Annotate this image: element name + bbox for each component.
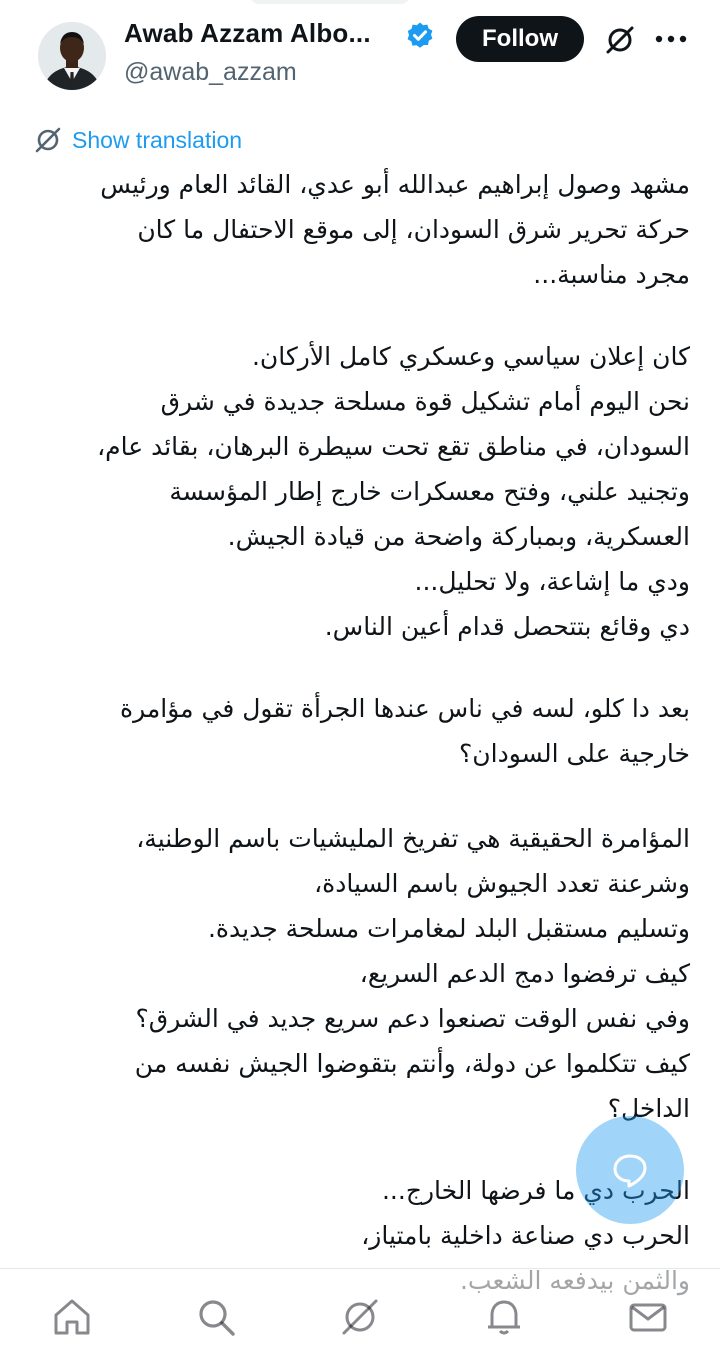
top-bar-edge (250, 0, 410, 4)
tweet-line: الحرب دي ما فرضها الخارج... (381, 1176, 690, 1205)
follow-button[interactable]: Follow (456, 16, 584, 62)
author-handle[interactable]: @awab_azzam (124, 58, 297, 86)
tweet-line: الحرب دي صناعة داخلية بامتياز، (361, 1221, 690, 1250)
tweet-line: العسكرية، وبمباركة واضحة من قيادة الجيش. (227, 522, 690, 551)
tweet-line: وتسليم مستقبل البلد لمغامرات مسلحة جديدة. (207, 914, 690, 943)
tweet-line: نحن اليوم أمام تشكيل قوة مسلحة جديدة في شرق (160, 387, 690, 416)
tweet-line: حركة تحرير شرق السودان، إلى موقع الاحتفال ما كان (137, 215, 690, 244)
tweet-line: المؤامرة الحقيقية هي تفريخ المليشيات باسم الوطنية، (136, 824, 690, 853)
paragraph-gap (40, 776, 690, 816)
tweet-line: وشرعنة تعدد الجيوش باسم السيادة، (314, 869, 690, 898)
verified-badge-icon (405, 21, 435, 51)
reply-button[interactable] (576, 1116, 684, 1224)
home-icon[interactable] (50, 1295, 94, 1339)
tweet-line: خارجية على السودان؟ (459, 739, 690, 768)
grok-icon[interactable] (604, 24, 636, 56)
search-icon[interactable] (194, 1295, 238, 1339)
more-icon[interactable] (654, 34, 688, 44)
bottom-navigation (0, 1268, 720, 1361)
tweet-line: مشهد وصول إبراهيم عبدالله أبو عدي، القائد العام ورئيس (100, 170, 690, 199)
tweet-line: وتجنيد علني، وفتح معسكرات خارج إطار المؤسسة (169, 477, 690, 506)
grok-nav-icon[interactable] (338, 1295, 382, 1339)
show-translation-link[interactable] (34, 124, 242, 156)
paragraph-gap (40, 297, 690, 334)
tweet-line: الداخل؟ (607, 1094, 690, 1123)
tweet-line: وفي نفس الوقت تصنعوا دعم سريع جديد في الشرق؟ (135, 1004, 690, 1033)
tweet-line: مجرد مناسبة... (533, 260, 690, 289)
tweet-line: ودي ما إشاعة، ولا تحليل... (414, 567, 690, 596)
reply-icon (610, 1150, 650, 1190)
tweet-line: كيف تتكلموا عن دولة، وأنتم بتقوضوا الجيش نفسه من (134, 1049, 690, 1078)
author-avatar[interactable] (38, 22, 106, 90)
paragraph-gap (40, 649, 690, 686)
tweet-line: كان إعلان سياسي وعسكري كامل الأركان. (251, 342, 690, 371)
mail-icon[interactable] (626, 1295, 670, 1339)
tweet-line: بعد دا كلو، لسه في ناس عندها الجرأة تقول في مؤامرة (120, 694, 690, 723)
tweet-line: كيف ترفضوا دمج الدعم السريع، (359, 959, 690, 988)
tweet-line: دي وقائع بتتحصل قدام أعين الناس. (324, 612, 690, 641)
bell-icon[interactable] (482, 1295, 526, 1339)
author-name[interactable]: Awab Azzam Albo... (124, 18, 371, 48)
translate-icon (34, 126, 62, 154)
show-translation-label: Show translation (72, 126, 243, 153)
tweet-line: السودان، في مناطق تقع تحت سيطرة البرهان، بقائد عام، (97, 432, 690, 461)
